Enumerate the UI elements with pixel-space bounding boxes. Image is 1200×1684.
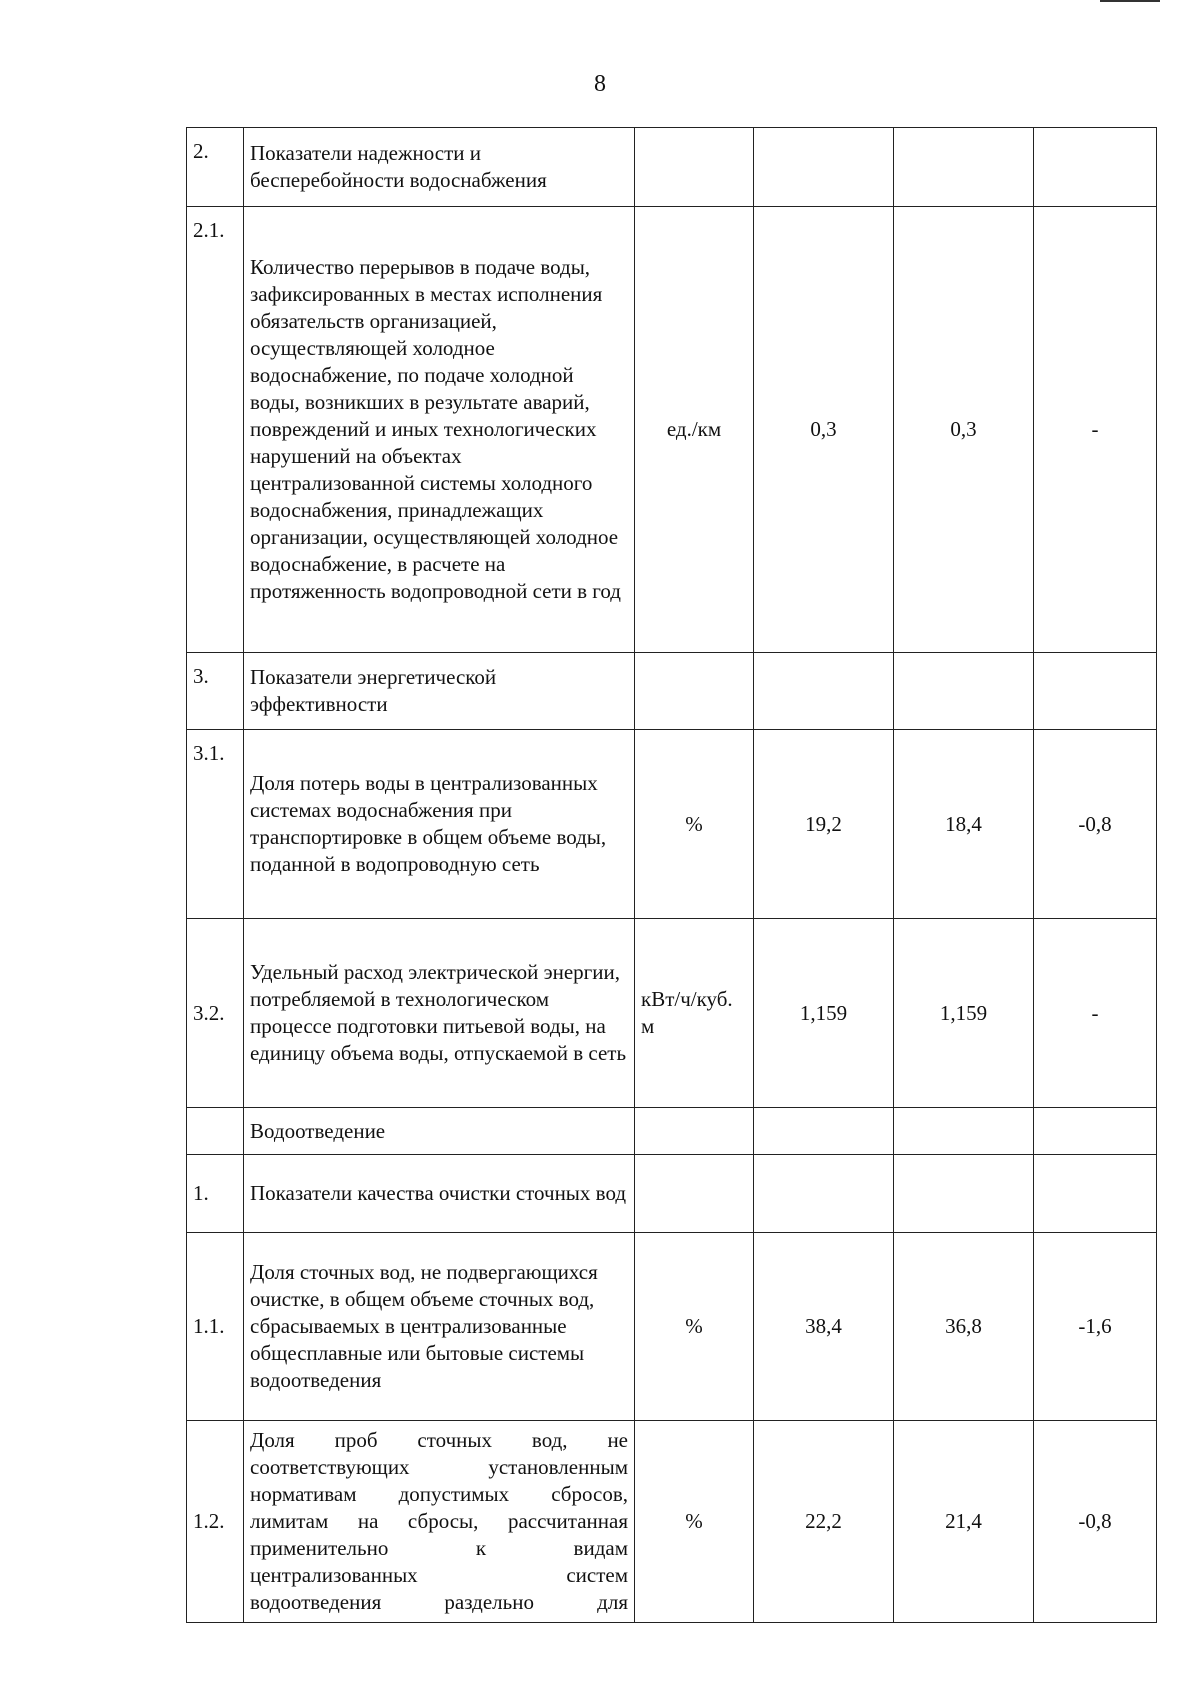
value-cell-3: -0,8 bbox=[1034, 730, 1157, 919]
value-cell-1: 1,159 bbox=[754, 919, 894, 1108]
unit-cell: % bbox=[635, 730, 754, 919]
row-number: 1.1. bbox=[187, 1233, 244, 1421]
value-cell-2 bbox=[894, 128, 1034, 207]
unit-cell bbox=[635, 1155, 754, 1233]
value-cell-1: 22,2 bbox=[754, 1421, 894, 1623]
value-cell-2 bbox=[894, 653, 1034, 730]
value-cell-3 bbox=[1034, 128, 1157, 207]
value-cell-1 bbox=[754, 128, 894, 207]
value-cell-3 bbox=[1034, 1155, 1157, 1233]
unit-cell bbox=[635, 653, 754, 730]
value-cell-2: 36,8 bbox=[894, 1233, 1034, 1421]
unit-cell bbox=[635, 128, 754, 207]
name-line: водоотведения раздельно для bbox=[250, 1590, 628, 1614]
table-row bbox=[187, 1155, 1157, 1233]
unit-cell: ед./км bbox=[635, 207, 754, 653]
row-number: 3.1. bbox=[187, 730, 244, 919]
name-line: Доля проб сточных вод, не bbox=[250, 1428, 628, 1452]
unit-cell: кВт/ч/куб. м bbox=[635, 919, 754, 1108]
value-cell-3: -0,8 bbox=[1034, 1421, 1157, 1623]
value-cell-1: 19,2 bbox=[754, 730, 894, 919]
unit-cell: % bbox=[635, 1233, 754, 1421]
name-line: лимитам на сбросы, рассчитанная bbox=[250, 1509, 628, 1533]
value-cell-3: - bbox=[1034, 919, 1157, 1108]
row-number: 1.2. bbox=[187, 1421, 244, 1623]
row-number: 1. bbox=[187, 1155, 244, 1233]
row-number: 2. bbox=[187, 128, 244, 207]
value-cell-1: 0,3 bbox=[754, 207, 894, 653]
indicator-name: Показатели надежности и бесперебойности водоснабжения bbox=[244, 128, 635, 207]
value-cell-3: -1,6 bbox=[1034, 1233, 1157, 1421]
value-cell-3: - bbox=[1034, 207, 1157, 653]
table-row bbox=[187, 730, 1157, 919]
value-cell-2: 21,4 bbox=[894, 1421, 1034, 1623]
value-cell-2 bbox=[894, 1155, 1034, 1233]
table-row bbox=[187, 128, 1157, 207]
section-heading: Водоотведение bbox=[244, 1108, 635, 1155]
table-row bbox=[187, 653, 1157, 730]
page-number: 8 bbox=[594, 71, 606, 97]
indicators-table bbox=[186, 127, 1157, 1623]
row-number: 3.2. bbox=[187, 919, 244, 1108]
value-cell-3 bbox=[1034, 653, 1157, 730]
name-line: применительно к видам bbox=[250, 1536, 628, 1560]
value-cell-2: 0,3 bbox=[894, 207, 1034, 653]
name-line: централизованных систем bbox=[250, 1563, 628, 1587]
name-line: соответствующих установленным bbox=[250, 1455, 628, 1479]
indicator-name bbox=[244, 1421, 635, 1623]
name-line: нормативам допустимых сбросов, bbox=[250, 1482, 628, 1506]
value-cell-2: 1,159 bbox=[894, 919, 1034, 1108]
table-row bbox=[187, 919, 1157, 1108]
value-cell-1 bbox=[754, 1108, 894, 1155]
value-cell-1: 38,4 bbox=[754, 1233, 894, 1421]
indicator-name: Удельный расход электрической энергии, потребляемой в технологическом процессе подготовки питьевой воды, на единицу объема воды, отпускаемой в сеть bbox=[244, 919, 635, 1108]
indicator-name: Количество перерывов в подаче воды, зафиксированных в местах исполнения обязательств организацией, осуществляющей холодное водоснабжение, по подаче холодной воды, возникших в результате аварий, повреждений и иных технологических нарушений на объектах централизованной системы холодного водоснабжения, принадлежащих организации, осуществляющей холодное водоснабжение, в расчете на протяженность водопроводной сети в год bbox=[244, 207, 635, 653]
page-corner-mark bbox=[1100, 0, 1160, 2]
value-cell-1 bbox=[754, 1155, 894, 1233]
value-cell-2: 18,4 bbox=[894, 730, 1034, 919]
table-row bbox=[187, 207, 1157, 653]
row-number: 2.1. bbox=[187, 207, 244, 653]
indicator-name: Показатели энергетической эффективности bbox=[244, 653, 635, 730]
value-cell-3 bbox=[1034, 1108, 1157, 1155]
indicator-name: Доля сточных вод, не подвергающихся очистке, в общем объеме сточных вод, сбрасываемых в централизованные общесплавные или бытовые системы водоотведения bbox=[244, 1233, 635, 1421]
value-cell-2 bbox=[894, 1108, 1034, 1155]
table-row bbox=[187, 1233, 1157, 1421]
table-row bbox=[187, 1108, 1157, 1155]
unit-cell: % bbox=[635, 1421, 754, 1623]
row-number: 3. bbox=[187, 653, 244, 730]
table-row bbox=[187, 1421, 1157, 1623]
indicator-name: Показатели качества очистки сточных вод bbox=[244, 1155, 635, 1233]
row-number bbox=[187, 1108, 244, 1155]
value-cell-1 bbox=[754, 653, 894, 730]
unit-cell bbox=[635, 1108, 754, 1155]
indicator-name: Доля потерь воды в централизованных системах водоснабжения при транспортировке в общем объеме воды, поданной в водопроводную сеть bbox=[244, 730, 635, 919]
